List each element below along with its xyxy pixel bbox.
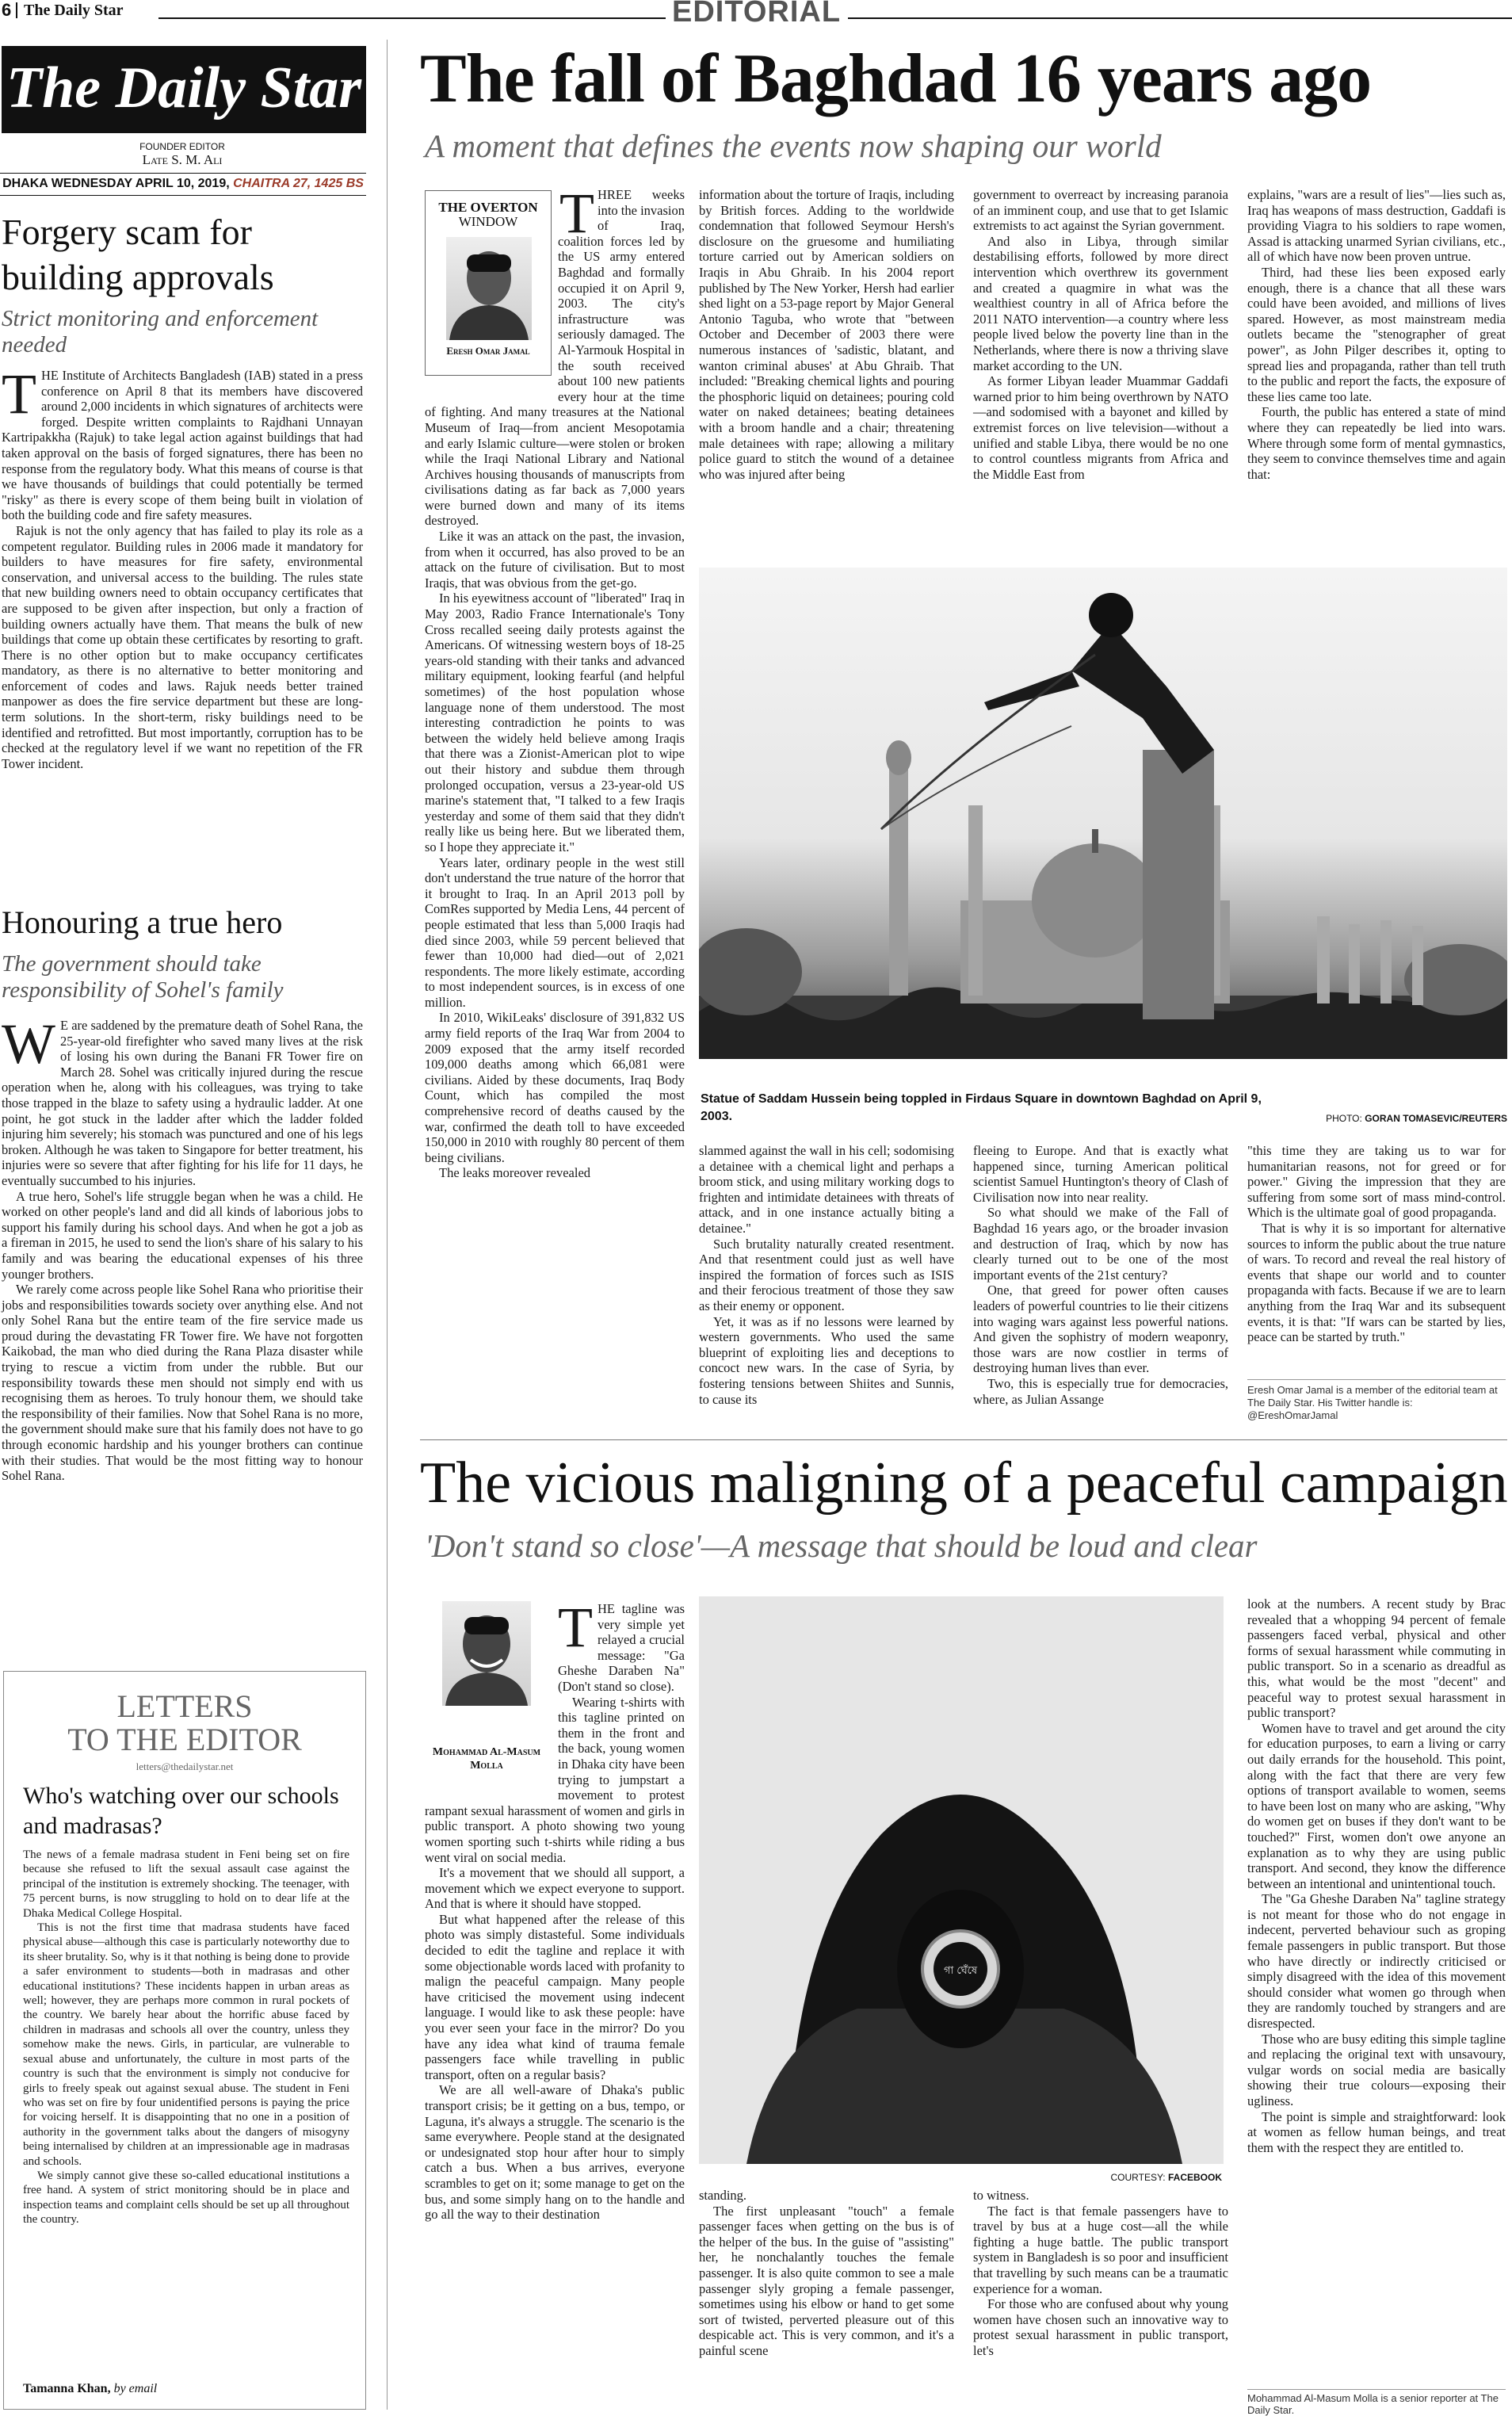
- letter-signature-name: Tamanna Khan,: [23, 2382, 111, 2395]
- article2-deck: 'Don't stand so close'—A message that should be loud and clear: [425, 1527, 1258, 1564]
- editorial1-title: Forgery scam for building approvals: [2, 212, 274, 297]
- editorial1-para: HE Institute of Architects Bangladesh (IAB) stated in a press conference on April 8 that its members have discovered around 2,000 incidents in which signatures of architects were forged. Despite written complaints to Rajdhani Unnayan Kartripakkha (Rajuk) to take legal action against buildings that had taken approval on the basis of forged signatures, there has been no response from the regulatory body. What this means of course is that we have thousands of buildings that could potentially be termed "risky" as there is every scope of them being built in violation of both the building code and fire safety measures.: [2, 368, 363, 523]
- campaign-photo: [699, 1596, 1224, 2164]
- article1-para: Yet, it was as if no lessons were learned by western governments. Who used the same blueprint of exploiting lies and deceptions to concoct new wars. In the case of Syria, by fostering tensions between Shiites and Sunnis, to cause its: [699, 1313, 954, 1407]
- article2-para: Wearing t-shirts with this tagline printed on them in the front and the back, young women in Dhaka city have been trying to jumpstart a movement to protest rampant sexual harassment of women and girls in public transport. A photo showing two young women sporting such t-shirts while riding a bus went viral on social media.: [425, 1694, 685, 1865]
- article2-para: The first unpleasant "touch" a female passenger faces when getting on the bus is of the helper of the bus. In the guise of "assisting" her, he nonchalantly touches the female passenger. It is also quite common to see a male passenger slyly groping a female passenger, sometimes using his elbow or hand to get some sort of twisted, perverted pleasure out of this despicable act. This is very common, and it's a painful scene: [699, 2203, 954, 2358]
- baghdad-photo-svg: [699, 568, 1507, 1059]
- letter-title: Who's watching over our schools and madrasas?: [23, 1783, 339, 1839]
- article1-para: slammed against the wall in his cell; sodomising a detainee with a chemical light and perhaps a broom stick, and using military working dogs to frighten and intimidate detainees with threats of attack, and in one instance actually biting a detainee.": [699, 1143, 954, 1236]
- masthead: [2, 46, 366, 133]
- baghdad-photo-credit: [1220, 1113, 1507, 1124]
- article2-para: But what happened after the release of this photo was simply distasteful. Some individuals decided to edit the tagline and replace it with some objectionable words laced with profanity to malign the peaceful campaign. Many people have criticised the movement using indecent language. I would like to ask these people: have you ever seen your face in the mirror? Do you have any idea what kind of trauma female passengers face while travelling in public transport, often on a regular basis?: [425, 1911, 685, 2082]
- letter-para: The news of a female madrasa student in Feni being set on fire because she refused to lift the sexual assault case against the principal of the institution is extremely shocking. The teenager, with 75 percent burns, is now struggling to hold on to dear life at the Dhaka Medical College Hospital.: [23, 1848, 349, 1920]
- article1-bio: Eresh Omar Jamal is a member of the editorial team at The Daily Star. His Twitter handle is: @EreshOmarJamal: [1247, 1384, 1498, 1421]
- article1-col3-top: [973, 187, 1228, 482]
- article1-para: Years later, ordinary people in the west still don't understand the true nature of the horror that it brought to Iraq. In an April 2013 poll by ComRes supported by Media Lens, 44 percent of people estimated that less than 5,000 Iraqis had died since 2003, while 59 percent believed that fewer than 10,000 had died—out of 2,021 respondents. The more likely estimate, according to most independent sources, is in excess of one million.: [425, 854, 685, 1010]
- article1-para: fleeing to Europe. And that is exactly what happened since, turning American political scientist Samuel Huntington's theory of Clash of Civilisation now into near reality.: [973, 1143, 1228, 1205]
- column-name-line2: WINDOW: [458, 214, 518, 229]
- author2-name: Mohammad Al-Masum Molla: [432, 1746, 541, 1772]
- article2-para: look at the numbers. A recent study by Brac revealed that a whopping 94 percent of female passengers faced verbal, physical and other forms of sexual harassment while commuting in public transport. So in a scenario as dreadful as this, what would be the most "decent" and peaceful way to protest sexual harassment in public transport?: [1247, 1596, 1506, 1721]
- article1-deck: A moment that defines the events now shaping our world: [425, 128, 1162, 164]
- article2-title: The vicious maligning of a peaceful campaign: [420, 1451, 1508, 1516]
- letter-para: This is not the first time that madrasa students have faced physical abuse—although this case is particularly noteworthy due to its sheer brutality. So, why is it that nothing is being done to provide a safer environment to students—both in madrasas and other educational institutions? These incidents happen in urban areas as well; however, they are perhaps more common in rural pockets of the country. We barely hear about the horrific abuse faced by children in madrasas and schools all over the country, unless they somehow make the news. Girls, in particular, are vulnerable to sexual abuse and unfortunately, the culture in most parts of the country is such that the environment is simply not conducive for girls to freely speak out against sexual abuse. The student in Feni who was set on fire by four unidentified persons is paying the price for voicing herself. It is disappointing that no one in a position of authority in the government talks about the dangers of misogyny being internalised by children at an impressionable age in madrasas and schools.: [23, 1921, 349, 2168]
- dropcap-spacer: [558, 187, 598, 233]
- editorial2-dropcap: W: [2, 1012, 55, 1076]
- article1-lead: HREE weeks into the invasion of Iraq, coalition forces led by the US army entered Baghdad and formally occupied it on April 9, 2003. The city's infrastructure was seriously damaged. The Al-Yarmouk Hospital in the south received about 100 new patients every hour at the time of fighting. And many treasures at the National Museum of Iraq—from ancient Mesopotamia and early Islamic culture—were stolen or broken while the Iraqi National Library and National Archives housing thousands of manuscripts from civilisations dating as far back as 7,000 years were burned down and many of its items destroyed.: [425, 187, 685, 529]
- float-spacer: [425, 187, 558, 401]
- article1-para: Third, had these lies been exposed early enough, there is a chance that all these wars could have been avoided, and millions of lives spared. However, as most mainstream media outlets became the "stenographer of great power", as John Pilger describes it, opting to spread lies and propaganda, rather than tell truth to the public and report the facts, the exposure of these lies came too late.: [1247, 264, 1506, 404]
- article2-dropcap: T: [558, 1596, 593, 1659]
- article1-col2-top: [699, 187, 954, 482]
- float-spacer: [425, 1601, 558, 1799]
- article1-title: The fall of Baghdad 16 years ago: [420, 40, 1372, 117]
- article1-para: Fourth, the public has entered a state of mind where they can repeatedly be lied into wars. Where through some form of mental gymnastics, they seem to convince themselves time and again that:: [1247, 404, 1506, 482]
- article2-col4: [1247, 1596, 1506, 2155]
- article1-para: information about the torture of Iraqis, including by British forces. Adding to the worldwide condemnation that followed Seymour Hersh's disclosure on the gruesome and humiliating torture carried out by American soldiers on Iraqis in Abu Ghraib. In his 2004 report published by The New Yorker, Hersh had earlier shed light on a 53-page report by Major General Antonio Taguba, who wrote that "between October and December of 2003 there were numerous instances of 'sadistic, blatant, and wanton criminal abuses' at Abu Ghraib. That included: "Breaking chemical lights and pouring the phosphoric liquid on detainees; pouring cold water on naked detainees; beating detainees with a broom handle and a chair; threatening male detainees with rape; allowing a military police guard to stitch the wound of a detainee who was injured after being: [699, 187, 954, 482]
- article2-col1: [425, 1596, 685, 2223]
- article2-col2: [699, 2188, 954, 2359]
- letters-email: letters@thedailystar.net: [136, 1760, 234, 1772]
- article-separator: [420, 1439, 1507, 1440]
- editorial1-subtitle: Strict monitoring and enforcement needed: [2, 306, 319, 357]
- letter-para: We simply cannot give these so-called educational institutions a free hand. A system of strict monitoring should be in place and inspection teams and complaint cells should be set up all throughout the country.: [23, 2169, 349, 2227]
- letters-heading-1: LETTERS: [116, 1688, 253, 1724]
- editorial2-para: We rarely come across people like Sohel Rana who prioritise their jobs and responsibilities towards society over anything else. And not only Sohel Rana but the entire team of the fire service made us proud during the devastating FR Tower fire. We have not forgotten Kaikobad, the man who died during the Rana Plaza disaster while trying to rescue a victim from under the rubble. But our responsibility towards these men should not simply end with us recognising them as heroes. To truly honour them, we should take the responsibility of their families. Now that Sohel Rana is no more, the government should make sure that his family does not have to go through economic hardship and his younger brothers can continue with their studies. That would be the most fitting way to honour Sohel Rana.: [2, 1282, 363, 1484]
- article1-col3-bottom: [973, 1143, 1228, 1407]
- editorial1-body: [2, 362, 363, 771]
- header-rule-right: [848, 17, 1512, 19]
- founder-name: Late S. M. Ali: [142, 152, 223, 167]
- article1-dropcap: T: [559, 182, 594, 245]
- letter-signature-rest: by email: [113, 2382, 158, 2395]
- dateline: [0, 177, 366, 191]
- dateline-main: DHAKA WEDNESDAY APRIL 10, 2019,: [2, 177, 230, 190]
- editorial2-body: [2, 1012, 363, 1484]
- article2-para: It's a movement that we should all support, a movement which we expect everyone to support. And that is where it should have stopped.: [425, 1865, 685, 1912]
- article1-para: government to overreact by increasing paranoia of an imminent coup, and use that to get Islamic extremists to act against the Syrian government.: [973, 187, 1228, 234]
- editorial2-para: A true hero, Sohel's life struggle began when he was a child. He worked on other people's land and did all kinds of laborious jobs to support his family during his school days. And when he got a job as a fireman in 2015, he used to send the lion's share of his salary to his family and was bearing the educational expenses of his three younger brothers.: [2, 1188, 363, 1282]
- svg-text:গা ঘেঁষে: গা ঘেঁষে: [943, 1965, 978, 1977]
- article1-para: So what should we make of the Fall of Baghdad 16 years ago, or the broader invasion and destruction of Iraq, which by now has clearly turned out to be one of the most important events of the 21st century?: [973, 1205, 1228, 1283]
- article1-col1: [425, 182, 685, 1181]
- header-divider: [16, 2, 17, 18]
- letters-box: [3, 1671, 366, 2410]
- dateline-bangla: CHAITRA 27, 1425 BS: [233, 177, 364, 190]
- article2-col3: [973, 2188, 1228, 2359]
- page-number: 6: [2, 0, 12, 20]
- article1-para: The leaks moreover revealed: [439, 1165, 591, 1181]
- founder-label: FOUNDER EDITOR: [139, 141, 225, 152]
- editorial2-subtitle: The government should take responsibility of Sohel's family: [2, 951, 284, 1003]
- masthead-logo: The Daily Star: [6, 55, 362, 120]
- article2-bio: Mohammad Al-Masum Molla is a senior reporter at The Daily Star.: [1247, 2392, 1499, 2416]
- section-title: EDITORIAL: [672, 0, 842, 29]
- article1-para: That is why it is so important for alternative sources to inform the public about the true nature of wars. To record and reveal the real history of events that shape our world and to counter propaganda with facts. Because if we are to learn anything from the Iraq War and its subsequent events, it is that: "If wars can be started by lies, peace can be started by truth.": [1247, 1220, 1506, 1345]
- article2-para: The fact is that female passengers have to travel by bus at a huge cost—all the while fighting a huge battle. The public transport system in Bangladesh is so poor and insufficient that travelling by such means can be a traumatic experience for a woman.: [973, 2203, 1228, 2296]
- page-header: [0, 0, 1512, 29]
- article1-col4-top: [1247, 187, 1506, 482]
- letter-signature: [23, 2382, 157, 2396]
- campaign-photo-svg: [699, 1596, 1224, 2164]
- article1-para: As former Libyan leader Muammar Gaddafi warned prior to him being overthrown by NATO—and sodomised with a bayonet and killed by extremist forces on live television—without a unified and stable Libya, there would be no one to control countless migrants from Africa and the Middle East from: [973, 373, 1228, 482]
- article1-para: And also in Libya, through similar destabilising efforts, followed by more direct intervention which overthrew its government and created a quagmire in what was the wealthiest country in all of Africa before the 2011 NATO intervention—a country where less people lived below the poverty line than in the Netherlands, where there is now a thriving slave market according to the UN.: [973, 233, 1228, 373]
- editorial2-para: E are saddened by the premature death of Sohel Rana, the 25-year-old firefighter who saved many lives at the risk of losing his own during the Banani FR Tower fire on March 28. Sohel was critically injured during the rescue operation when he, along with his colleagues, was trying to take those trapped in the blaze to safety using a hydraulic ladder. At one point, he got stuck in the ladder after which the ladder folded injuring him severely; his stomach was punctured and one of his legs broken. Although he was taken to Singapore for better treatment, his injuries were so severe that after fighting for his life for 11 days, he eventually succumbed to his injuries.: [2, 1018, 363, 1188]
- article2-para: to witness.: [973, 2188, 1029, 2203]
- header-rule-left: [158, 17, 666, 19]
- article1-para: One, that greed for power often causes leaders of powerful countries to lie their citizens into waging wars against less powerful nations. And given the sophistry of modern weaponry, those wars are now costlier in terms of destroying human lives than ever.: [973, 1283, 1228, 1376]
- article1-para: In his eyewitness account of "liberated" Iraq in May 2003, Radio France Internationale's Tony Cross recalled seeing daily protests against the Americans. Of witnessing western boys of 18-25 years-old standing with their tanks and advanced military equipment, looking fearful (and helpful sometimes) of the host population whose language none of them understood. The most interesting contradiction he points to was between the widely held believe among Iraqis that there was a Zionist-American plot to wipe out their history and subdue them through prolonged occupation, versus a 23-year-old US marine's statement that, "I talked to a few Iraqis yesterday and some of them said that they didn't really like us being here. But we liberated them, so I hope they appreciate it.": [425, 591, 685, 854]
- article1-para: Such brutality naturally created resentment. And that resentment could just as well have inspired the formation of forces such as ISIS and their ferocious treatment of those they saw as their enemy or opponent.: [699, 1236, 954, 1313]
- author-name: Eresh Omar Jamal: [446, 345, 530, 357]
- masthead-rule-1: [0, 173, 366, 174]
- article1-col2-bottom: [699, 1143, 954, 1407]
- baghdad-photo-caption: Statue of Saddam Hussein being toppled in Firdaus Square in downtown Baghdad on April 9, 2003.: [701, 1092, 1262, 1123]
- article1-para: Like it was an attack on the past, the invasion, from when it occurred, has also proved to be an attack on the future of civilisation. But to most Iraqis, that was obvious from the get-go.: [425, 529, 685, 591]
- header-paper-name: The Daily Star: [24, 2, 124, 19]
- baghdad-photo-credit-name: GORAN TOMASEVIC/REUTERS: [1365, 1113, 1507, 1124]
- letter-body: [23, 1848, 349, 2227]
- baghdad-photo-credit-label: PHOTO:: [1326, 1113, 1362, 1124]
- article1-col4-bottom: [1247, 1143, 1506, 1345]
- bio2-rule: [1247, 2389, 1506, 2390]
- article1-para: Two, this is especially true for democracies, where, as Julian Assange: [973, 1375, 1228, 1407]
- article1-para: In 2010, WikiLeaks' disclosure of 391,832 US army field reports of the Iraq War from 2004 to 2009 exposed that the army itself recorded 109,000 deaths among which 66,081 were civilians. Aided by these documents, Iraq Body Count, which has compiled the most comprehensive record of deaths caused by the war, confirmed the death toll to have exceeded 150,000 in 2010 with roughly 80 percent of them being civilians.: [425, 1010, 685, 1165]
- article2-para: The point is simple and straightforward: look at women as fellow human beings, and treat them with the respect they are entitled to.: [1247, 2108, 1506, 2155]
- baghdad-photo: [699, 568, 1507, 1059]
- bio-rule: [1247, 1379, 1506, 1380]
- campaign-photo-credit-name: FACEBOOK: [1167, 2172, 1222, 2183]
- editorial1-para: Rajuk is not the only agency that has failed to play its role as a competent regulator. Building rules in 2006 made it mandatory for builders to have measures for fire safety, environmental conservation, and universal access to the building. The rules state that new building owners need to obtain occupancy certificates that are supposed to be given after inspection, but only a fraction of building owners actually have them. That means the bulk of new buildings that come up obtain these certificates by resorting to graft. There is no other option but to make occupancy certificates mandatory, as there is no alternative to better monitoring and enforcement of codes and laws. Rajuk needs better trained manpower as does the fire service department but these are long-term solutions. In the short-term, risky buildings need to be identified and retrofitted. But most importantly, corruption has to be checked at the regulatory level if we want no repetition of the FR Tower incident.: [2, 522, 363, 771]
- column-name-line1: THE OVERTON: [438, 200, 538, 215]
- letters-heading-2: TO THE EDITOR: [67, 1722, 302, 1757]
- article1-para: "this time they are taking us to war for humanitarian reasons, not for greed or for power." Giving the impression that they are suffering from some sort of mass mind-control. Which is the ultimate goal of good propaganda.: [1247, 1143, 1506, 1221]
- article2-para: We are all well-aware of Dhaka's public transport crisis; be it getting on a bus, tempo, or Laguna, it's always a struggle. The scenario is the same everywhere. People stand at the designated or undesignated stop hour after hour to simply catch a bus. When a bus arrives, everyone scrambles to get on it; some manage to get on the bus, and some simply hang on to the handle and go all the way to their destination: [425, 2082, 685, 2223]
- article2-para: standing.: [699, 2188, 747, 2203]
- article1-para: explains, "wars are a result of lies"—lies such as, Iraq has weapons of mass destruction, Gaddafi is providing Viagra to his soldiers to rape women, Assad is attacking unarmed Syrian civilians, etc., all of which have now been proven untrue.: [1247, 187, 1506, 265]
- editorial2-title: Honouring a true hero: [2, 904, 283, 940]
- campaign-photo-credit-label: COURTESY:: [1110, 2172, 1166, 2183]
- masthead-rule-2: [0, 195, 366, 196]
- article2-para: For those who are confused about why young women have chosen such an innovative way to protest sexual harassment in public transport, let's: [973, 2296, 1228, 2358]
- article2-lead: HE tagline was very simple yet relayed a crucial message: "Ga Gheshe Daraben Na" (Don't stand so close).: [558, 1601, 685, 1694]
- article2-para: The "Ga Gheshe Daraben Na" tagline strategy is not meant for those who do not engage in indecent, perverted behaviour such as groping female passengers in public transport. But those who have directly or indirectly criticised or simply disagreed with the idea of this movement should consider what women go through when they are randomly touched by strangers and are disrespected.: [1247, 1891, 1506, 2032]
- campaign-photo-credit: [1030, 2172, 1222, 2183]
- column-divider: [387, 40, 388, 2410]
- article2-para: Women have to travel and get around the city for education purposes, to earn a living or carry out daily errands for the household. This point, along with the fact that there are very few options of transport available to women, seems to have been lost on many who are asking, "Why do women get on buses if they don't want to be touched?" First, women don't owe anyone an explanation as to why they are using public transport. And second, they know the difference between an intentional and unintentional touch.: [1247, 1720, 1506, 1891]
- article2-para: Those who are busy editing this simple tagline and replacing the original text with unsavoury, vulgar words on social media are basically showing their true colours—exposing their ugliness.: [1247, 2031, 1506, 2108]
- editorial1-dropcap: T: [2, 362, 36, 426]
